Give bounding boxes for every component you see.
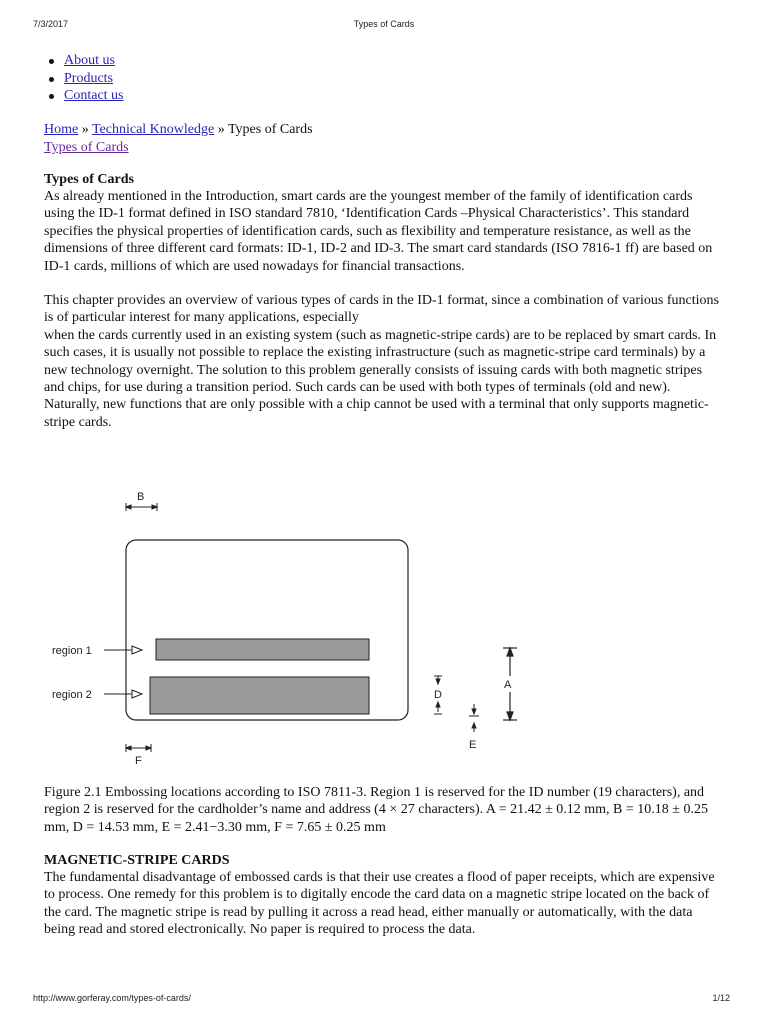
print-page-number: 1/12: [712, 993, 730, 1003]
label-f: F: [135, 755, 142, 767]
contact-us-link[interactable]: Contact us: [64, 88, 124, 103]
label-region-2: region 2: [52, 689, 92, 701]
label-b: B: [137, 491, 145, 503]
dimension-e-arrow: [469, 704, 479, 732]
breadcrumb-home-link[interactable]: Home: [44, 122, 79, 137]
label-a: A: [504, 679, 512, 691]
intro-paragraph: [44, 188, 724, 275]
nav-item-about: [64, 52, 124, 70]
label-d: D: [434, 689, 442, 701]
products-link[interactable]: Products: [64, 70, 113, 86]
section-heading-magnetic-stripe-cards: MAGNETIC-STRIPE CARDS: [44, 853, 230, 868]
paragraph-text: As already mentioned in the Introduction, smart cards are the youngest member of the family of identification cards using the ID-1 format defined in ISO standard 7810, ‘Identification Cards –Physical Characteristics’. This standard specifies the physical properties of identification cards, such as flexibility and temperature resistance, as well as the dimensions of three different card formats: ID-1, ID-2 and ID-3. The smart card standards (ISO 7816-1 ff) are based on ID-1 cards, millions of which are used nowadays for financial transactions.: [44, 189, 713, 274]
breadcrumb-separator: »: [214, 122, 228, 137]
region-1-pointer-arrow: [104, 646, 142, 654]
region-1-box: [156, 639, 369, 660]
types-of-cards-link[interactable]: Types of Cards: [44, 140, 129, 155]
nav-item-contact: [64, 87, 124, 105]
magnetic-stripe-paragraph: [44, 869, 724, 939]
caption-text: Figure 2.1 Embossing locations according to ISO 7811-3. Region 1 is reserved for the ID number (19 characters), and region 2 is reserved for the cardholder’s name and address (4 × 27 characters). A = 21.42 ± 0.12 mm, B = 10.18 ± 0.25 mm, D = 14.53 mm, E = 2.41−3.30 mm, F = 7.65 ± 0.25 mm: [44, 785, 708, 835]
label-e: E: [469, 739, 477, 751]
paragraph-text: This chapter provides an overview of various types of cards in the ID-1 format, since a combination of various functions is of particular interest for many applications, especially: [44, 293, 719, 326]
print-url: http://www.gorferay.com/types-of-cards/: [33, 993, 191, 1003]
dimension-b-arrow: [126, 503, 157, 511]
paragraph-text: when the cards currently used in an existing system (such as magnetic-stripe cards) are to be replaced by smart cards. In such cases, it is usually not possible to replace the existing infrastructure (such as magnetic-stripe card terminals) by a new technology overnight. The solution to this problem generally consists of issuing cards with both magnetic stripes and chips, for use during a transition period. Such cards can be used with both types of terminals (old and new). Naturally, new functions that are only possible with a chip cannot be used with a terminal that only supports magnetic-stripe cards.: [44, 327, 717, 430]
breadcrumb-current: Types of Cards: [227, 122, 313, 137]
paragraph-text: The fundamental disadvantage of embossed cards is that their use creates a flood of paper receipts, which are expensive to process. One remedy for this problem is to digitally encode the card data on a magnetic stripe located on the back of the card. The magnetic stripe is read by pulling it across a read head, either manually or automatically, with the data being read and stored electronically. No paper is required to process the data.: [44, 870, 715, 938]
nav-item-products: [64, 70, 124, 88]
section-heading-types-of-cards: Types of Cards: [44, 172, 134, 187]
overview-paragraph: [44, 292, 724, 431]
print-date: 7/3/2017: [33, 19, 69, 29]
breadcrumb: [44, 121, 313, 138]
figure-caption: [44, 784, 724, 836]
region-2-box: [150, 677, 369, 714]
about-us-link[interactable]: About us: [64, 53, 115, 68]
breadcrumb-technical-knowledge-link[interactable]: Technical Knowledge: [91, 122, 215, 137]
region-2-pointer-arrow: [104, 690, 142, 698]
print-title: Types of Cards: [353, 19, 415, 29]
card-diagram: [0, 480, 768, 770]
label-region-1: region 1: [52, 645, 92, 657]
breadcrumb-separator: »: [78, 122, 92, 137]
embossing-locations-figure: [0, 480, 768, 770]
dimension-f-arrow: [126, 744, 151, 752]
site-nav: [64, 52, 124, 105]
